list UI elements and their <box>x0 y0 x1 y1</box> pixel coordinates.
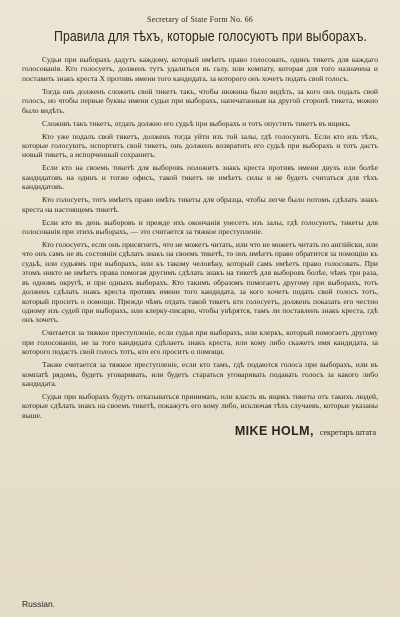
paragraph: Если кто въ день выборовъ и прежде ихъ окончанія унесетъ изъ залы, гдѣ голосуютъ, тикеты для голосованія при этихъ выборахъ, — это считается за тяжкое преступленіе. <box>22 217 378 237</box>
rules-body <box>22 55 378 420</box>
page-title: Правила для тѣхъ, которые голосуютъ при выборахъ. <box>54 28 367 45</box>
paragraph: Тогда онъ долженъ сложить свой тикетъ такъ, чтобы нюжина было видѣть, за кого онъ подалъ свой голосъ, но чтобы первые буквы имени судьи при выборахъ, напечатанныя на другой сторонѣ тикета, можно было видѣть. <box>22 86 378 115</box>
signature-block <box>22 424 378 438</box>
paragraph: Если кто на своемъ тикетѣ для выборовъ положитъ знакъ креста противъ имени двухъ или болѣе кандидатовъ на одинъ и тотже офисъ, такой тикетъ не имѣетъ силы и не будетъ считаться для тѣхъ кандидатовъ. <box>22 163 378 192</box>
signer-title: секретаръ штата <box>319 428 376 438</box>
paragraph: Судьи при выборахъ дадутъ каждому, который имѣетъ право голосовать, одинъ тикетъ для каждаго голосованія. Кто голосуетъ, долженъ тутъ удалиться въ галу, или компату, которая для того назначена и поставить знакъ креста X противъ имени того кандидата, за которого онъ хочетъ подать свой голосъ. <box>22 55 378 83</box>
paragraph: Считается за тяжкое преступленіе, если судья при выборахъ, или клеркъ, который помогаетъ другому при голосованіи, не за того кандидата сдѣлаетъ знакъ креста, или кому либо скажетъ имя кандидата, за которого подастъ свой голосъ тотъ, кто его проситъ о помощи. <box>22 328 378 357</box>
paragraph: Кто голосуетъ, если онъ присягнетъ, что не можетъ читать, или что не можетъ читать по англійски, или что онъ самъ не въ состояніи сдѣлать знакъ на своемъ тикетѣ, то онъ имѣетъ право обратится за помощію къ судьѣ, или судьямъ при выборахъ, или къ такому человѣку, который самъ имѣетъ право голосовать. При этомъ никто не имѣетъ права помогая другимъ сдѣлать знакъ на тикетѣ для выборовъ болѣе, чѣмъ три раза, въ одномъ округѣ, и при одныхъ выборахъ. Кто такимъ образомъ помогаетъ другому при выборахъ, тотъ долженъ сдѣлать знакъ креста противъ имени того кандидата, за кого хочетъ подать свой голосъ тотъ, который проситъ о помощи. Прежде чѣмъ отдать такой тикетъ кто голосуетъ, долженъ показать его честно одному изъ судей при выборахъ, или клерку-писарю, чтобы увѣрятся, тамъ ли поставленъ знакъ креста, гдѣ онъ хочетъ. <box>22 240 378 325</box>
paragraph: Сложивъ такъ тикетъ, отдать должно его судьѣ при выборахъ и тотъ опустить тикетъ въ ящикъ. <box>42 118 351 128</box>
paragraph: Также считается за тяжкое преступленіе, если кто тамъ, гдѣ подаются голоса при выборахъ, или въ компатѣ рядомъ, будетъ уговаривать, или будетъ стараться уговаривать подавать голосъ за какого либо кандидата. <box>22 360 378 388</box>
paragraph: Судьи при выборахъ будутъ отказываться принимать, или класть въ ящикъ тикеты отъ такихъ людей, которые сдѣлать знакъ на своемъ тикетѣ, покажутъ его кому либо, исключая тѣхъ случаевъ, которые указаны выше. <box>22 391 378 420</box>
signer-name: MIKE HOLM, <box>234 424 314 439</box>
paragraph: Кто уже подалъ свой тикетъ, долженъ тогда уйти изъ той залы, гдѣ голосуютъ. Если кто изъ тѣхъ, которые голосуютъ, испортитъ свой тикетъ, онъ долженъ возвратить его судьѣ при выборахъ и тотъ дастъ новый тикетъ, а испорченный сохранитъ. <box>22 131 378 160</box>
paragraph: Кто голосуетъ, тотъ имѣетъ право имѣть тикеты для образца, чтобы легче было потомъ сдѣлать знакъ креста на настоящемъ тикетѣ. <box>22 195 378 214</box>
language-note: Russian. <box>22 599 56 609</box>
form-number: Secretary of State Form No. 66 <box>147 15 253 24</box>
